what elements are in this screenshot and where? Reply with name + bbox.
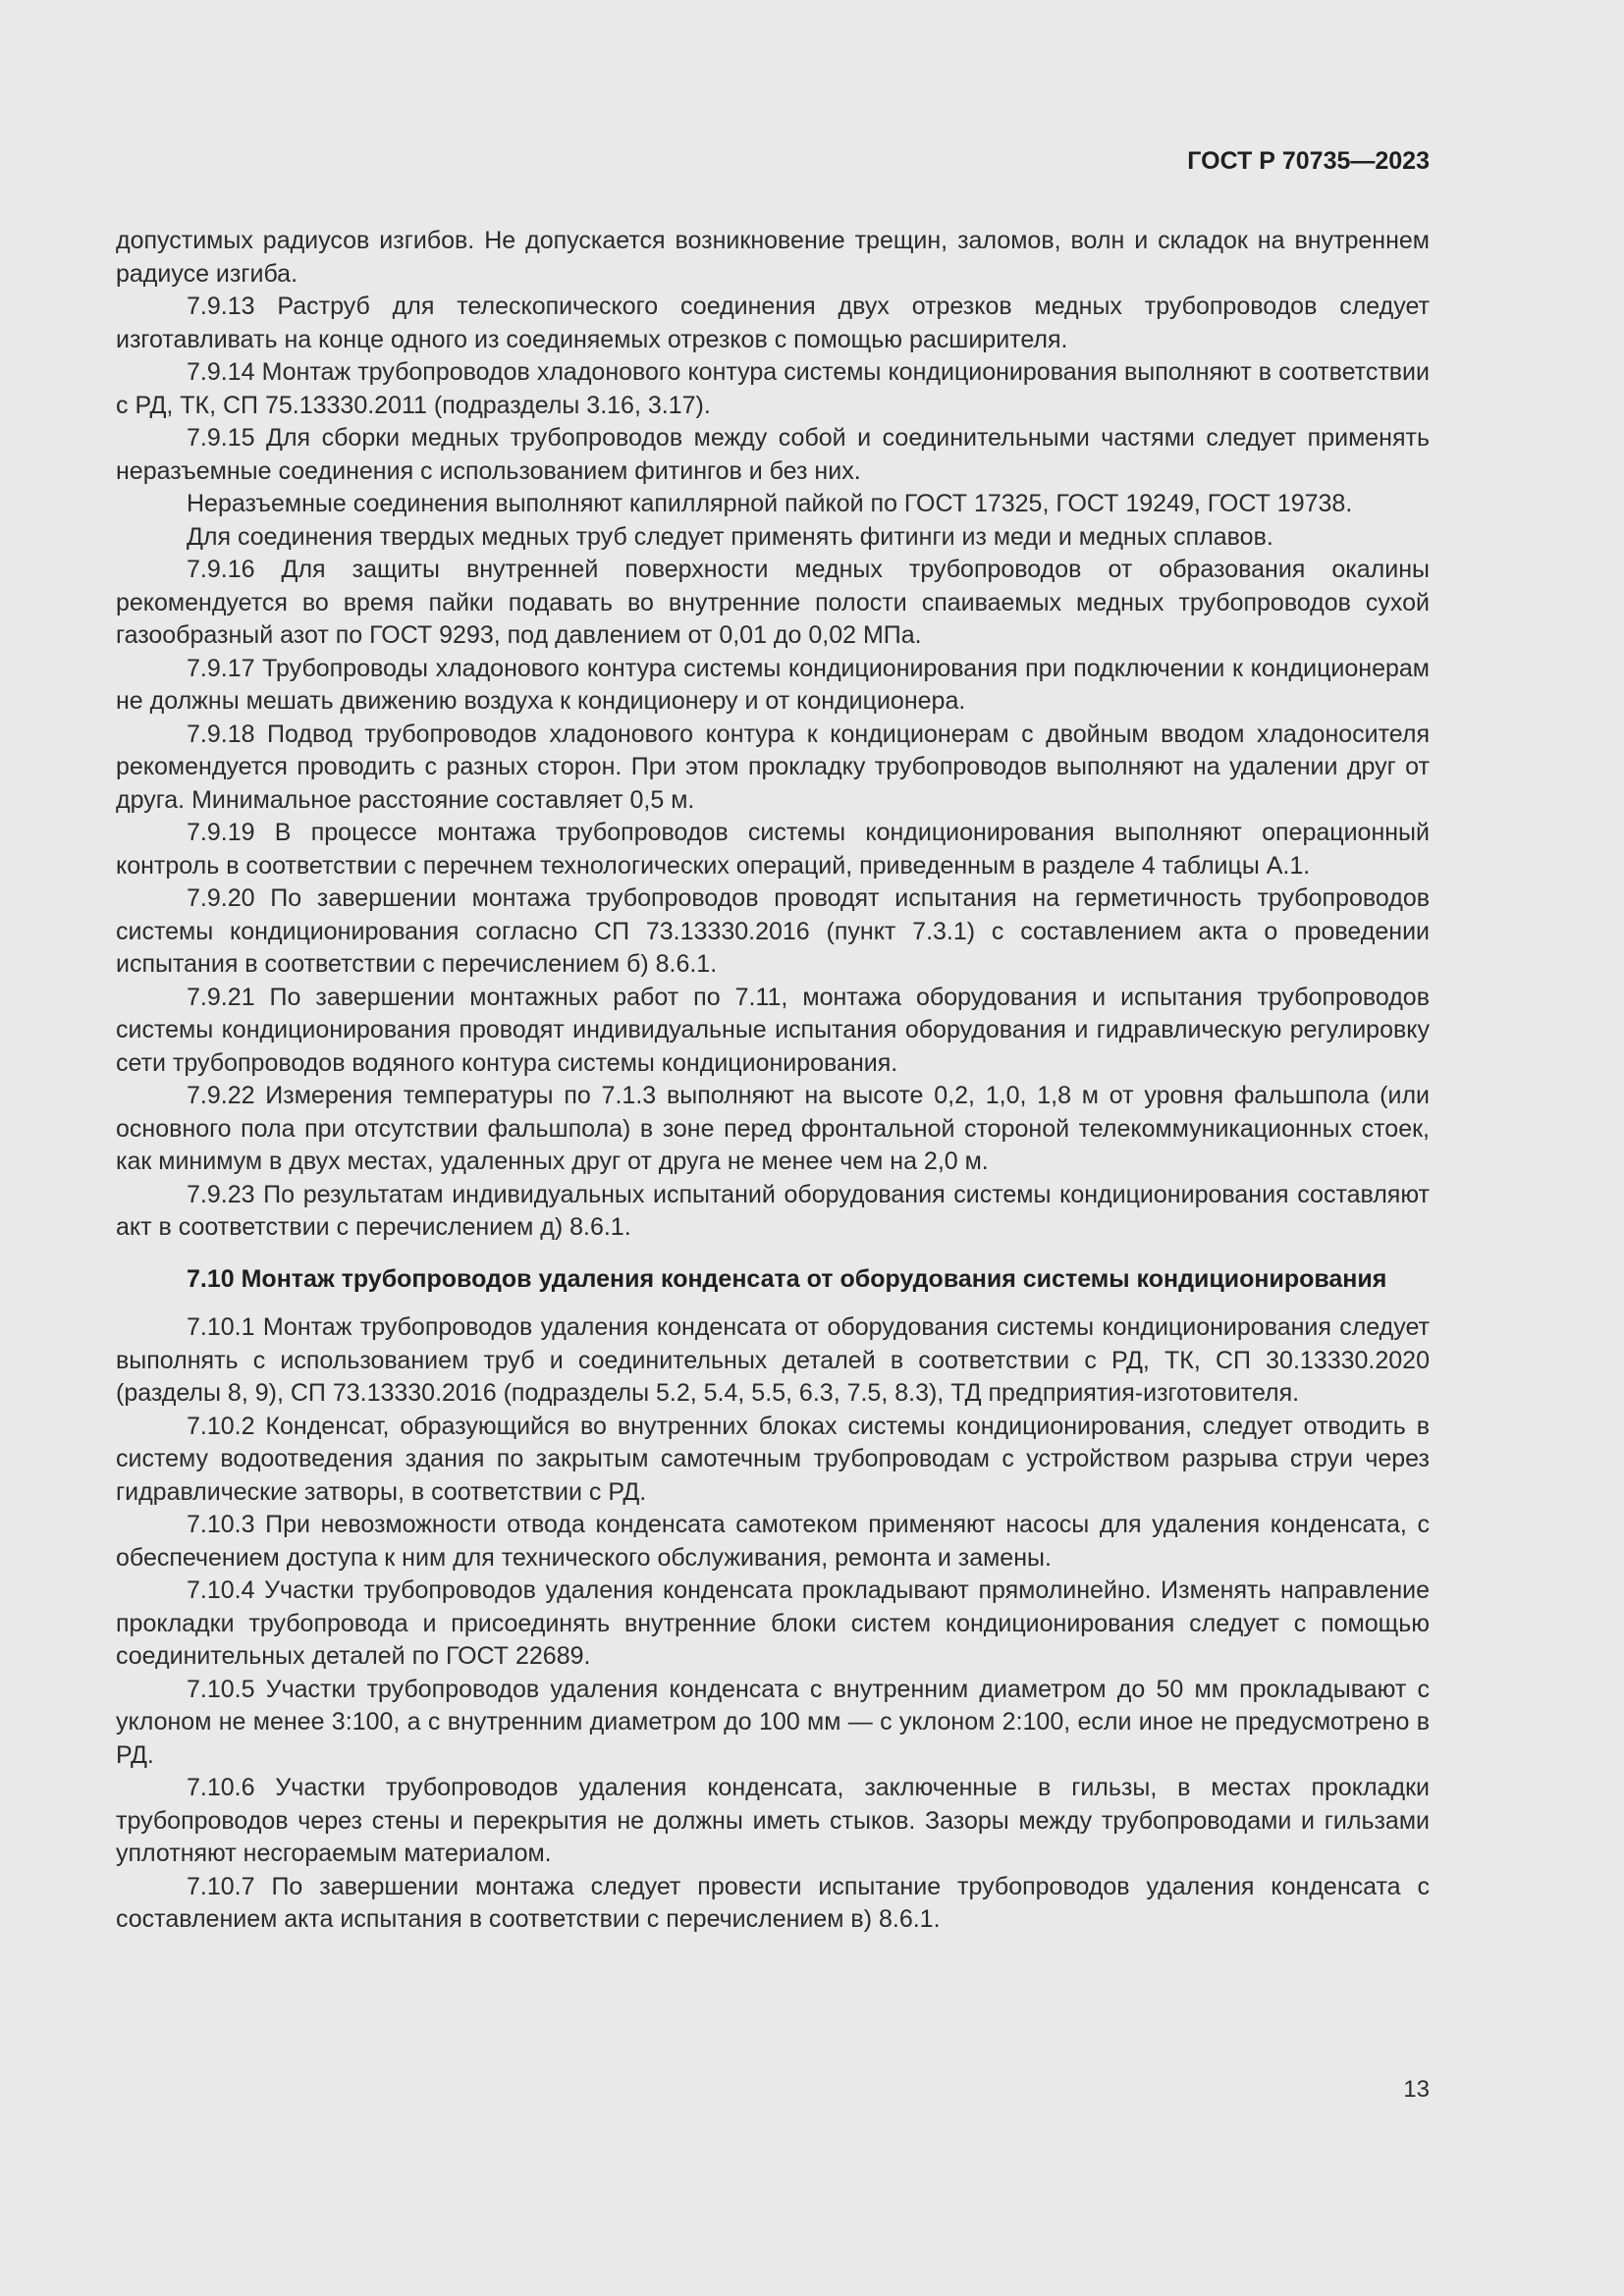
paragraph: 7.9.14 Монтаж трубопроводов хладонового контура системы кондиционирования выполняют в соответствии с РД, ТК, СП 75.13330.2011 (подразделы 3.16, 3.17).: [116, 358, 1430, 419]
paragraph: 7.9.22 Измерения температуры по 7.1.3 выполняют на высоте 0,2, 1,0, 1,8 м от уровня фальшпола (или основного пола при отсутствии фальшпола) в зоне перед фронтальной стороной телекоммуникационных стоек, как минимум в двух местах, удаленных друг от друга не менее чем на 2,0 м.: [116, 1082, 1430, 1175]
paragraph: 7.9.21 По завершении монтажных работ по 7.11, монтажа оборудования и испытания трубопроводов системы кондиционирования проводят индивидуальные испытания оборудования и гидравлическую регулировку сети трубопроводов водяного контура системы кондиционирования.: [116, 983, 1430, 1077]
paragraph: 7.9.16 Для защиты внутренней поверхности медных трубопроводов от образования окалины рекомендуется во время пайки подавать во внутренние полости спаиваемых медных трубопроводов сухой газообразный азот по ГОСТ 9293, под давлением от 0,01 до 0,02 МПа.: [116, 556, 1430, 649]
paragraph: 7.10.1 Монтаж трубопроводов удаления конденсата от оборудования системы кондиционирования следует выполнять с использованием труб и соединительных деталей в соответствии с РД, ТК, СП 30.13330.2020 (разделы 8, 9), СП 73.13330.2016 (подразделы 5.2, 5.4, 5.5, 6.3, 7.5, 8.3), ТД предприятия-изготовителя.: [116, 1313, 1430, 1407]
paragraph: 7.9.23 По результатам индивидуальных испытаний оборудования системы кондиционирования составляют акт в соответствии с перечислением д) 8.6.1.: [116, 1180, 1430, 1241]
paragraph: Для соединения твердых медных труб следует применять фитинги из меди и медных сплавов.: [187, 522, 1273, 551]
paragraph: 7.9.20 По завершении монтажа трубопроводов проводят испытания на герметичность трубопроводов системы кондиционирования согласно СП 73.13330.2016 (пункт 7.3.1) с составлением акта о проведении испытания в соответствии с перечислением б) 8.6.1.: [116, 884, 1430, 978]
paragraph: 7.10.2 Конденсат, образующийся во внутренних блоках системы кондиционирования, следует отводить в систему водоотведения здания по закрытым самотечным трубопроводам с устройством разрыва струи через гидравлические затворы, в соответствии с РД.: [116, 1412, 1430, 1506]
paragraphs-bottom: [116, 1311, 1430, 1937]
paragraph: Неразъемные соединения выполняют капиллярной пайкой по ГОСТ 17325, ГОСТ 19249, ГОСТ 19738.: [187, 490, 1353, 517]
paragraph: 7.10.7 По завершении монтажа следует провести испытание трубопроводов удаления конденсата с составлением акта испытания в соответствии с перечислением в) 8.6.1.: [116, 1872, 1430, 1933]
paragraph: 7.9.18 Подвод трубопроводов хладонового контура к кондиционерам с двойным вводом хладоносителя рекомендуется проводить с разных сторон. При этом прокладку трубопроводов выполняют на удалении друг от друга. Минимальное расстояние составляет 0,5 м.: [116, 720, 1430, 814]
paragraph: 7.10.3 При невозможности отвода конденсата самотеком применяют насосы для удаления конденсата, с обеспечением доступа к ним для технического обслуживания, ремонта и замены.: [116, 1511, 1430, 1572]
paragraph: 7.10.5 Участки трубопроводов удаления конденсата с внутренним диаметром до 50 мм прокладывают с уклоном не менее 3:100, а с внутренним диаметром до 100 мм — с уклоном 2:100, если иное не предусмотрено в РД.: [116, 1675, 1430, 1769]
paragraph: 7.10.6 Участки трубопроводов удаления конденсата, заключенные в гильзы, в местах прокладки трубопроводов через стены и перекрытия не должны иметь стыков. Зазоры между трубопроводами и гильзами уплотняют несгораемым материалом.: [116, 1774, 1430, 1867]
paragraphs-top: [116, 225, 1430, 1245]
paragraph: 7.9.17 Трубопроводы хладонового контура системы кондиционирования при подключении к кондиционерам не должны мешать движению воздуха к кондиционеру и от кондиционера.: [116, 654, 1430, 715]
paragraph: 7.9.13 Раструб для телескопического соединения двух отрезков медных трубопроводов следует изготавливать на конце одного из соединяемых отрезков с помощью расширителя.: [116, 293, 1430, 353]
paragraph: допустимых радиусов изгибов. Не допускается возникновение трещин, заломов, волн и складок на внутреннем радиусе изгиба.: [116, 227, 1430, 288]
paragraph: 7.9.15 Для сборки медных трубопроводов между собой и соединительными частями следует применять неразъемные соединения с использованием фитингов и без них.: [116, 424, 1430, 485]
document-code-header: ГОСТ Р 70735—2023: [1187, 147, 1430, 175]
paragraph: 7.9.19 В процессе монтажа трубопроводов системы кондиционирования выполняют операционный контроль в соответствии с перечнем технологических операций, приведенным в разделе 4 таблицы А.1.: [116, 819, 1430, 880]
document-body: [116, 225, 1430, 1937]
page-number: 13: [1403, 2076, 1430, 2103]
paragraph: 7.10.4 Участки трубопроводов удаления конденсата прокладывают прямолинейно. Изменять направление прокладки трубопровода и присоединять внутренние блоки систем кондиционирования следует с помощью соединительных деталей по ГОСТ 22689.: [116, 1576, 1430, 1670]
section-heading: 7.10 Монтаж трубопроводов удаления конденсата от оборудования системы кондиционирования: [187, 1264, 1387, 1293]
